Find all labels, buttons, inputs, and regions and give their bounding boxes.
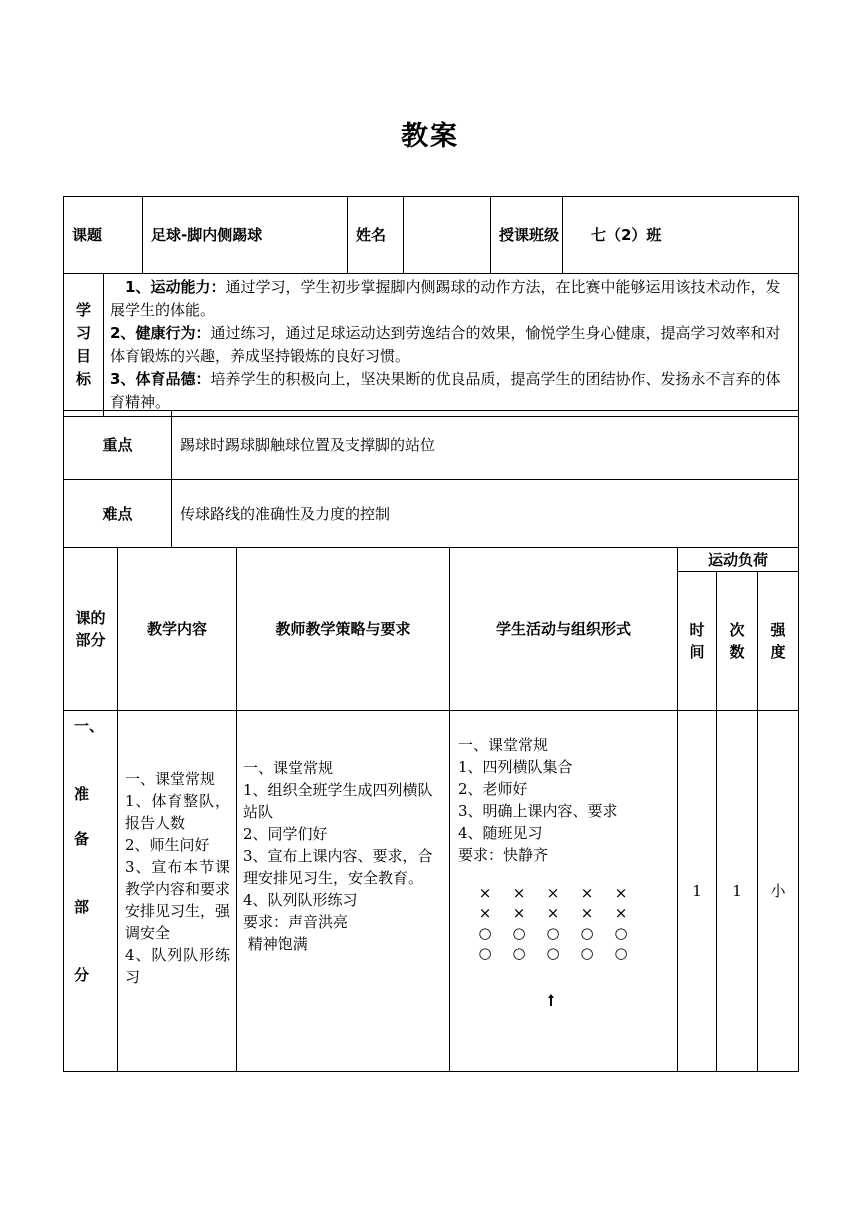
activity-line: 2、老师好 [458,780,528,798]
content-line: 1、体育整队，报告人数 [125,792,230,832]
student-marker: × [478,884,492,902]
student-marker: × [614,904,628,922]
student-circle-marker: ○ [614,944,628,962]
prep-part-char: 部 [74,898,90,916]
strategy-line: 要求：声音洪亮 [243,913,349,931]
goals-label-char: 目 [75,347,91,365]
class-label: 授课班级 [491,197,563,274]
student-marker: × [478,904,492,922]
formation-row [468,883,671,903]
prep-strategy-cell [237,711,450,1072]
activity-line: 4、随班见习 [458,824,543,842]
student-marker: × [512,904,526,922]
goal-heading: 健康行为： [135,324,211,342]
formation-diagram [468,883,671,963]
col-content-header: 教学内容 [118,548,237,711]
prep-activity-cell [450,711,678,1072]
student-marker: × [546,884,560,902]
content-line: 4、队列队形练习 [125,946,230,986]
goals-label-char: 学 [75,301,91,319]
student-circle-marker: ○ [580,924,594,942]
student-circle-marker: ○ [478,944,492,962]
prep-part-char: 准 [74,785,90,803]
prep-intensity: 小 [758,711,799,1072]
key-point-label: 重点 [64,411,172,480]
strategy-line: 2、同学们好 [243,825,328,843]
prep-part-char: 备 [74,830,90,848]
goal-text: 通过练习，通过足球运动达到劳逸结合的效果，愉悦学生身心健康，提高学习效率和对体育锻炼的兴趣，养成坚持锻炼的良好习惯。 [110,324,781,365]
prep-time: 1 [678,711,717,1072]
lesson-table [63,547,799,1072]
name-label: 姓名 [348,197,404,274]
goals-label-char: 习 [75,324,91,342]
goal-item: 2、健康行为：通过练习，通过足球运动达到劳逸结合的效果，愉悦学生身心健康，提高学习效率和对体育锻炼的兴趣，养成坚持锻炼的良好习惯。 [110,324,781,365]
strategy-line: 精神饱满 [243,935,308,953]
goal-item: 3、体育品德：培养学生的积极向上，坚决果断的优良品质，提高学生的团结协作、发扬永不言弃的体育精神。 [110,370,781,411]
difficulty-label: 难点 [64,480,172,548]
activity-line: 3、明确上课内容、要求 [458,802,618,820]
topic-value: 足球-脚内侧踢球 [143,197,348,274]
class-value: 七（2）班 [563,197,799,274]
activity-line: 要求：快静齐 [458,846,549,864]
goal-heading: 运动能力： [150,278,226,296]
prep-part-char: 分 [74,966,90,984]
prep-part-char: 一、 [74,717,105,735]
student-marker: × [546,904,560,922]
student-circle-marker: ○ [546,924,560,942]
col-time-header: 时间 [678,572,717,711]
formation-row [468,943,671,963]
difficulty-text: 传球路线的准确性及力度的控制 [172,480,799,548]
content-line: 2、师生问好 [125,836,210,854]
prep-content-cell [118,711,237,1072]
goals-table [63,273,799,417]
student-marker: × [512,884,526,902]
col-load-header: 运动负荷 [678,548,799,572]
page-title: 教案 [401,121,459,152]
goal-heading: 体育品德： [135,370,211,388]
formation-row [468,923,671,943]
goal-text: 培养学生的积极向上，坚决果断的优良品质，提高学生的团结协作、发扬永不言弃的体育精神。 [110,370,781,411]
student-circle-marker: ○ [512,944,526,962]
strategy-line: 4、队列队形练习 [243,891,358,909]
name-value [404,197,491,274]
content-line: 一、课堂常规 [125,770,216,788]
activity-line: 1、四列横队集合 [458,758,573,776]
student-marker: × [580,884,594,902]
key-point-text: 踢球时踢球脚触球位置及支撑脚的站位 [172,411,799,480]
col-strategy-header: 教师教学策略与要求 [237,548,450,711]
content-line: 3、宣布本节课教学内容和要求 安排见习生，强调安全 [125,858,231,942]
strategy-line: 1、组织全班学生成四列横队站队 [243,781,433,821]
prep-part-cell [64,711,118,1072]
student-circle-marker: ○ [478,924,492,942]
col-count-header: 次数 [717,572,758,711]
student-circle-marker: ○ [546,944,560,962]
col-intensity-header: 强度 [758,572,799,711]
student-circle-marker: ○ [580,944,594,962]
focus-table [63,410,799,548]
teacher-position-icon [546,991,556,1005]
goals-content [104,274,799,417]
prep-count: 1 [717,711,758,1072]
strategy-line: 3、宣布上课内容、要求，合理安排见习生，安全教育。 [243,847,433,887]
strategy-line: 一、课堂常规 [243,759,334,777]
goals-label-char: 标 [75,370,91,388]
col-part-header: 课的部分 [64,548,118,711]
student-marker: × [614,884,628,902]
student-circle-marker: ○ [614,924,628,942]
header-table [63,196,799,274]
topic-label: 课题 [64,197,143,274]
col-activity-header: 学生活动与组织形式 [450,548,678,711]
student-marker: × [580,904,594,922]
formation-row [468,903,671,923]
activity-line: 一、课堂常规 [458,736,549,754]
goals-label [64,274,104,417]
goal-item: 1、运动能力：通过学习，学生初步掌握脚内侧踢球的动作方法，在比赛中能够运用该技术动作，发展学生的体能。 [110,278,781,319]
student-circle-marker: ○ [512,924,526,942]
goal-text: 通过学习，学生初步掌握脚内侧踢球的动作方法，在比赛中能够运用该技术动作，发展学生的体能。 [110,278,781,319]
